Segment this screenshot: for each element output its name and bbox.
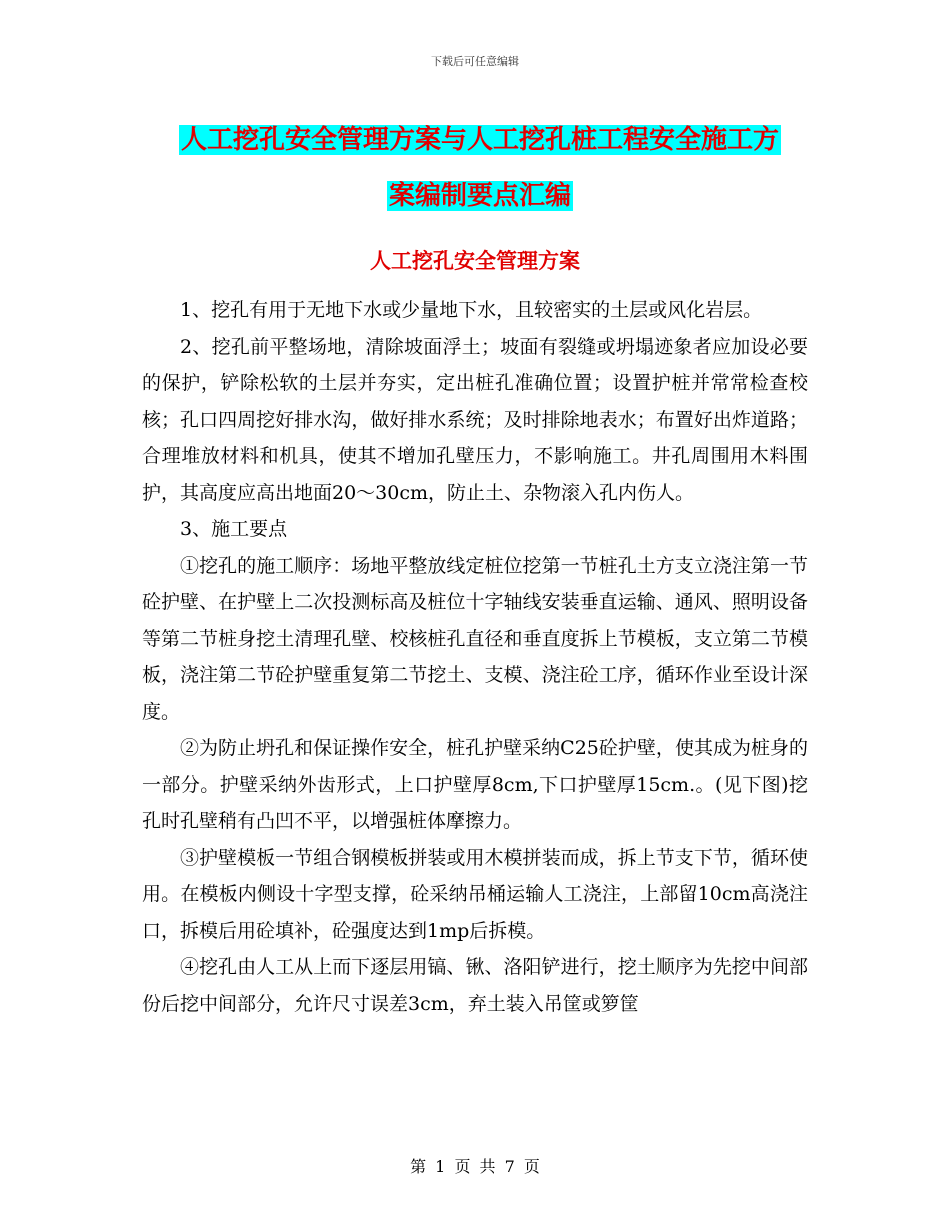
paragraph-6: ③护壁模板一节组合钢模板拼装或用木模拼装而成，拆上节支下节，循环使用。在模板内侧设十字型支撑，砼采纳吊桶运输人工浇注，上部留10cm高浇注口，拆模后用砼填补，砼强度达到1mp后拆模。 <box>142 846 808 942</box>
header-note: 下载后可任意编辑 <box>431 55 519 68</box>
paragraph-7: ④挖孔由人工从上而下逐层用镐、锹、洛阳铲进行，挖土顺序为先挖中间部份后挖中间部分，允许尺寸误差3cm，弃土装入吊筐或箩筐 <box>142 956 808 1015</box>
document-body <box>142 292 808 1022</box>
paragraph-5: ②为防止坍孔和保证操作安全，桩孔护壁采纳C25砼护壁，使其成为桩身的一部分。护壁采纳外齿形式，上口护壁厚8cm,下口护壁厚15cm.。(见下图)挖孔时孔壁稍有凸凹不平，以增强桩体摩擦力。 <box>142 737 808 832</box>
section-title: 人工挖孔安全管理方案 <box>370 248 580 273</box>
paragraph-2: 2、挖孔前平整场地，清除坡面浮土；坡面有裂缝或坍塌迹象者应加设必要的保护，铲除松软的土层并夯实，定出桩孔准确位置；设置护桩并常常检查校核；孔口四周挖好排水沟，做好排水系统；及时排除地表水；布置好出炸道路；合理堆放材料和机具，使其不增加孔壁压力，不影响施工。井孔周围用木料围护，其高度应高出地面20～30cm，防止土、杂物滚入孔内伤人。 <box>142 335 808 504</box>
paragraph-4: ①挖孔的施工顺序：场地平整放线定桩位挖第一节桩孔土方支立浇注第一节砼护壁、在护壁上二次投测标高及桩位十字轴线安装垂直运输、通风、照明设备等第二节桩身挖土清理孔壁、校核桩孔直径和垂直度拆上节模板，支立第二节模板，浇注第二节砼护壁重复第二节挖土、支模、浇注砼工序，循环作业至设计深度。 <box>142 554 808 723</box>
paragraph-1: 1、挖孔有用于无地下水或少量地下水，且较密实的土层或风化岩层。 <box>180 299 763 321</box>
paragraph-3: 3、施工要点 <box>180 518 288 540</box>
document-title-line-2: 案编制要点汇编 <box>388 181 571 211</box>
document-title <box>140 112 820 224</box>
page-footer: 第 1 页 共 7 页 <box>410 1157 540 1176</box>
document-title-line-1: 人工挖孔安全管理方案与人工挖孔桩工程安全施工方 <box>180 125 779 155</box>
